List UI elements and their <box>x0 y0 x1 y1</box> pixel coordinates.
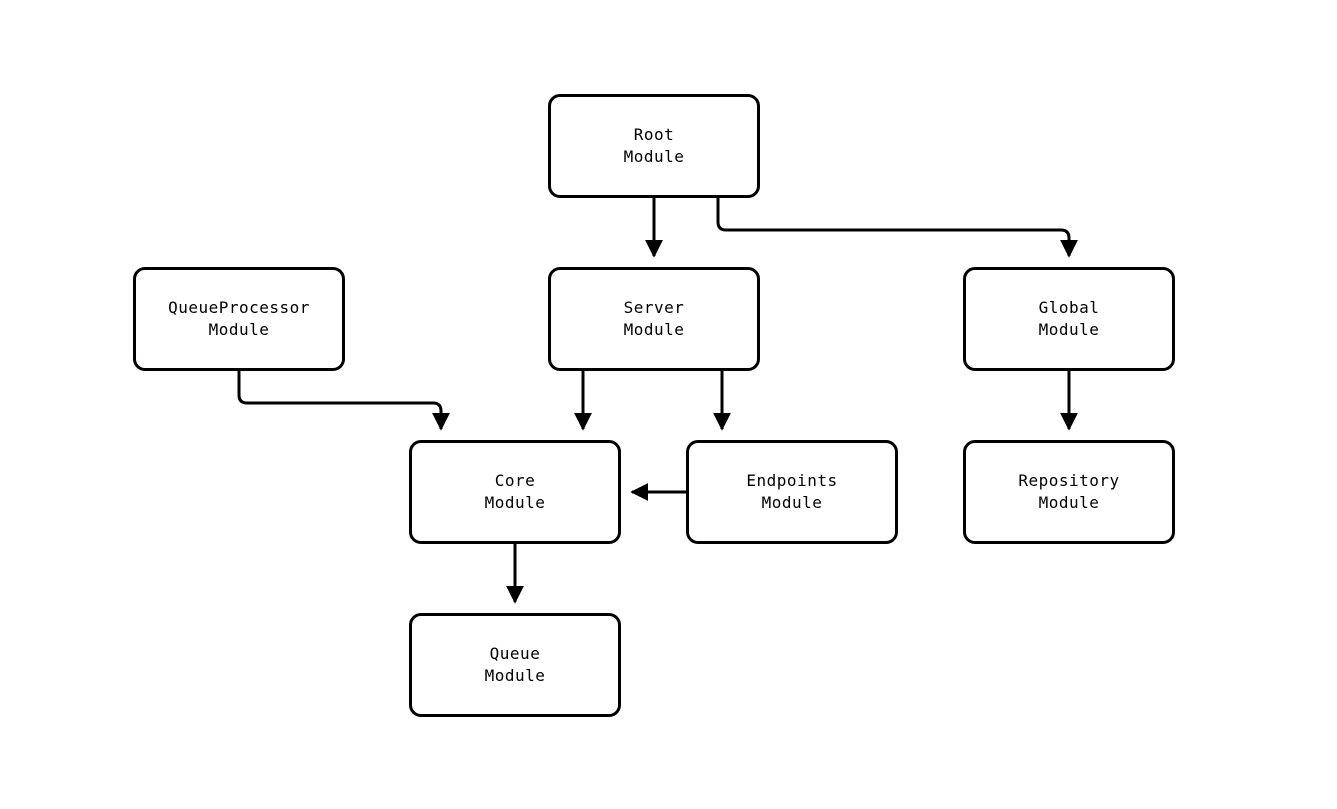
edge-queueprocessor-core <box>239 371 441 429</box>
node-root-module-line2: Module <box>623 147 685 166</box>
node-queueprocessor-module-line2: Module <box>208 320 270 339</box>
node-queue-module-line2: Module <box>484 666 546 685</box>
node-endpoints-module-line2: Module <box>761 493 823 512</box>
node-repository-module-line1: Repository <box>1018 471 1120 490</box>
node-repository-module[interactable] <box>963 440 1175 544</box>
node-core-module-line1: Core <box>494 471 536 490</box>
node-endpoints-module-line1: Endpoints <box>746 471 838 490</box>
node-global-module-line2: Module <box>1038 320 1100 339</box>
node-root-module-line1: Root <box>633 125 675 144</box>
node-server-module-line2: Module <box>623 320 685 339</box>
node-queueprocessor-module-line1: QueueProcessor <box>168 298 310 317</box>
node-root-module[interactable] <box>548 94 760 198</box>
node-server-module[interactable] <box>548 267 760 371</box>
node-server-module-line1: Server <box>623 298 685 317</box>
node-global-module[interactable] <box>963 267 1175 371</box>
node-global-module-line1: Global <box>1038 298 1100 317</box>
edge-root-global <box>718 198 1069 256</box>
node-endpoints-module[interactable] <box>686 440 898 544</box>
node-core-module[interactable] <box>409 440 621 544</box>
node-queue-module[interactable] <box>409 613 621 717</box>
node-queue-module-line1: Queue <box>489 644 541 663</box>
node-queueprocessor-module[interactable] <box>133 267 345 371</box>
node-repository-module-line2: Module <box>1038 493 1100 512</box>
node-core-module-line2: Module <box>484 493 546 512</box>
